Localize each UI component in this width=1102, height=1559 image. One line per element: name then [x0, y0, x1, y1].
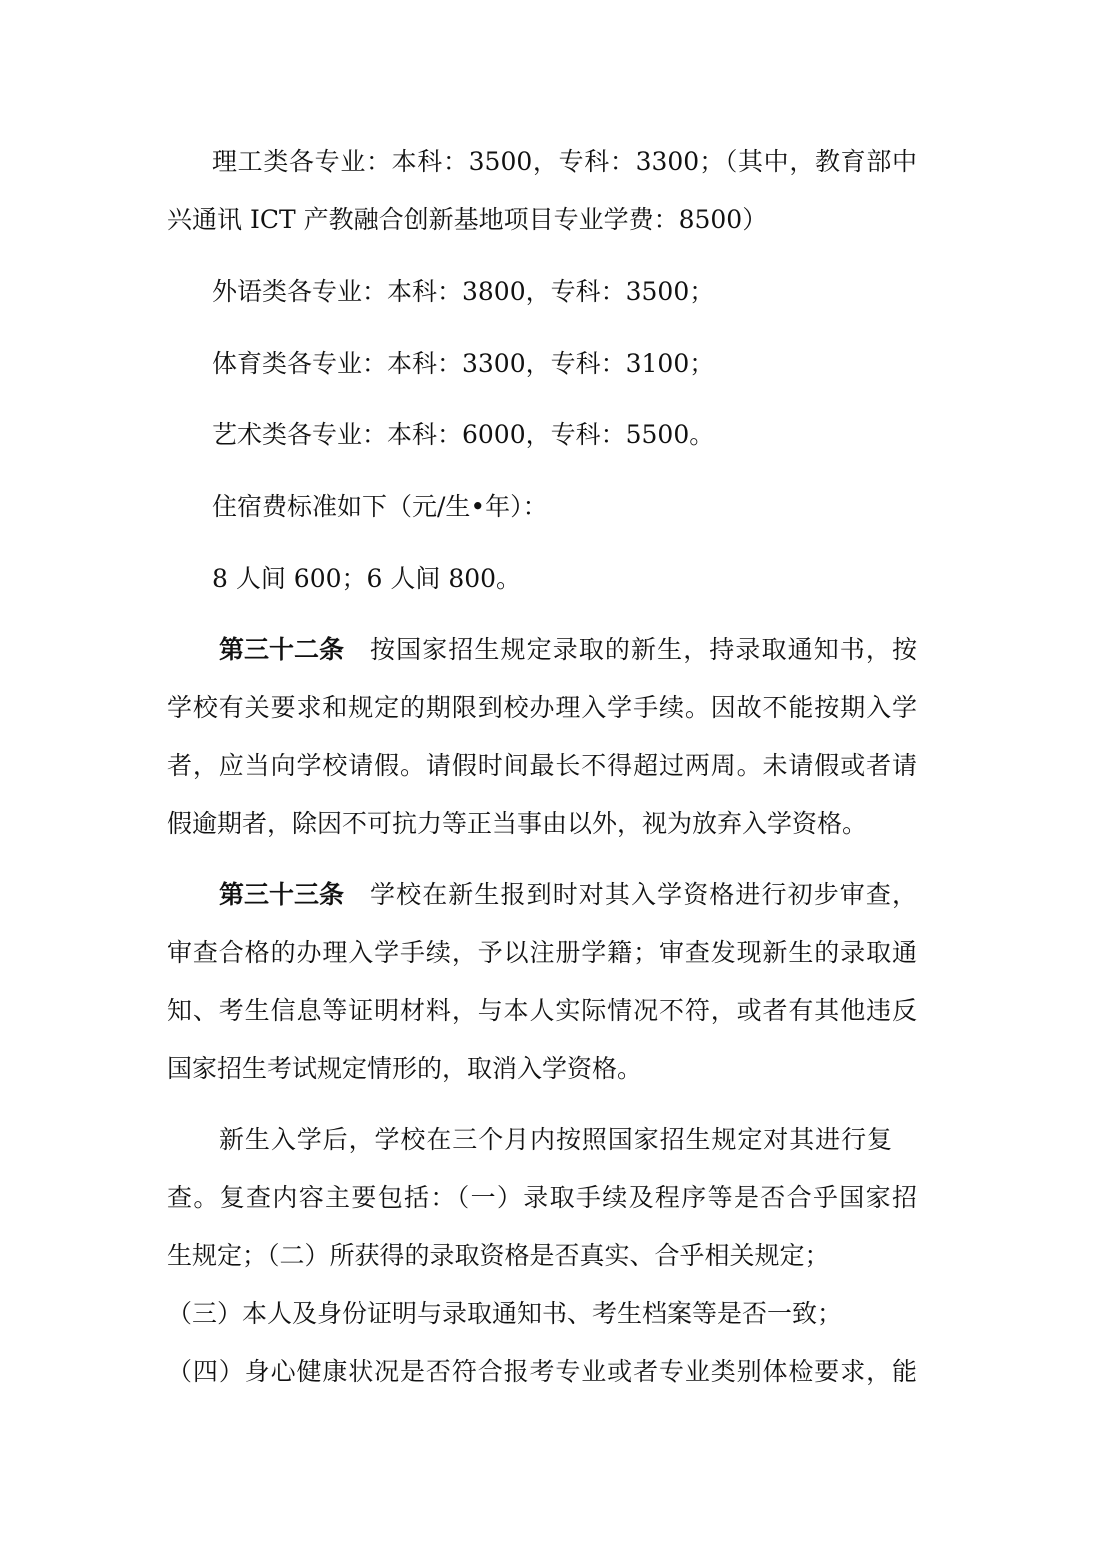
- article-33-line: 知、考生信息等证明材料，与本人实际情况不符，或者有其他违反: [167, 996, 917, 1025]
- fee-arts: 艺术类各专业：本科：6000，专科：5500。: [212, 420, 715, 449]
- article-32-line: 按国家招生规定录取的新生，持录取通知书，按: [370, 635, 917, 664]
- accommodation-fees: 8 人间 600；6 人间 800。: [212, 564, 522, 593]
- fee-foreign-language: 外语类各专业：本科：3800，专科：3500；: [212, 277, 715, 306]
- review-line: 生规定；（二）所获得的录取资格是否真实、合乎相关规定；: [167, 1241, 830, 1270]
- article-32-line: 者，应当向学校请假。请假时间最长不得超过两周。未请假或者请: [167, 751, 917, 780]
- article-32-line: 学校有关要求和规定的期限到校办理入学手续。因故不能按期入学: [167, 693, 917, 722]
- article-33-line: 学校在新生报到时对其入学资格进行初步审查，: [370, 880, 917, 909]
- fee-science-line2: 兴通讯 ICT 产教融合创新基地项目专业学费：8500）: [167, 205, 768, 234]
- fee-sports: 体育类各专业：本科：3300，专科：3100；: [212, 349, 715, 378]
- fee-science-line1: 理工类各专业：本科：3500，专科：3300；（其中，教育部中: [212, 147, 917, 176]
- review-line: 新生入学后，学校在三个月内按照国家招生规定对其进行复: [219, 1125, 892, 1154]
- article-32-line: 假逾期者，除因不可抗力等正当事由以外，视为放弃入学资格。: [167, 809, 868, 838]
- article-33-title: 第三十三条: [219, 880, 345, 909]
- review-line: （四）身心健康状况是否符合报考专业或者专业类别体检要求，能: [167, 1357, 917, 1386]
- accommodation-heading: 住宿费标准如下（元/生•年）：: [212, 492, 548, 521]
- article-33-line: 审查合格的办理入学手续，予以注册学籍；审查发现新生的录取通: [167, 938, 917, 967]
- article-33-line: 国家招生考试规定情形的，取消入学资格。: [167, 1054, 643, 1083]
- review-line: （三）本人及身份证明与录取通知书、考生档案等是否一致；: [167, 1299, 843, 1328]
- review-line: 查。复查内容主要包括：（一）录取手续及程序等是否合乎国家招: [167, 1183, 917, 1212]
- article-32-title: 第三十二条: [219, 635, 345, 664]
